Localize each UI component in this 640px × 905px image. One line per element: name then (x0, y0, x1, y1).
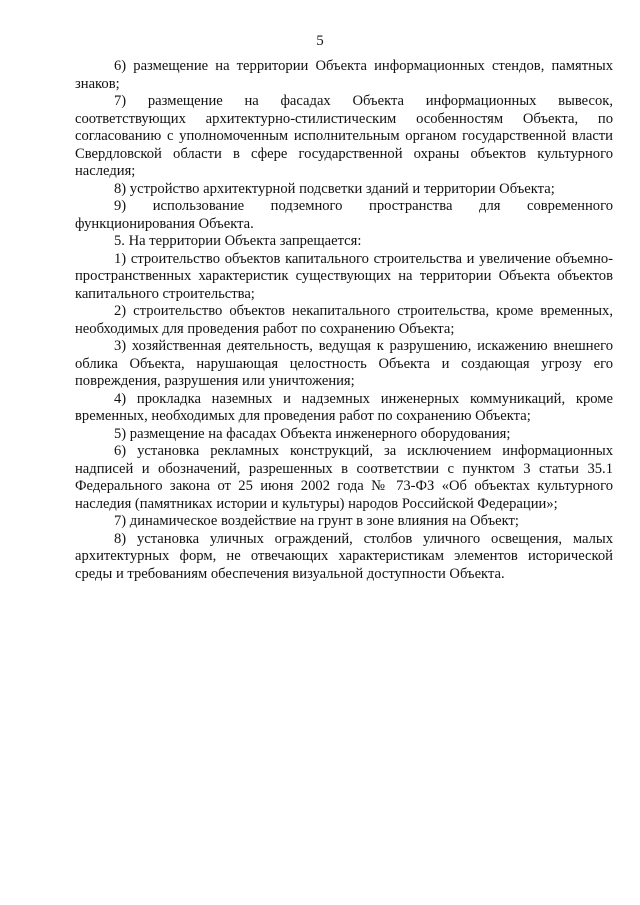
paragraph-prohibited-item-3: 3) хозяйственная деятельность, ведущая к разрушению, искажению внешнего облика Объекта, нарушающая целостность Объекта и создающая угрозу его повреждения, разрушения или уничтожения; (75, 338, 613, 389)
paragraph-permitted-item-6: 6) размещение на территории Объекта информационных стендов, памятных знаков; (75, 58, 613, 92)
document-body (75, 58, 613, 583)
paragraph-prohibited-item-1: 1) строительство объектов капитального строительства и увеличение объемно-пространственных характеристик существующих на территории Объекта объектов капитального строительства; (75, 250, 613, 302)
paragraph-permitted-item-9: 9) использование подземного пространства для современного функционирования Объекта. (75, 198, 613, 232)
paragraph-prohibited-item-7: 7) динамическое воздействие на грунт в зоне влияния на Объект; (114, 513, 519, 529)
paragraph-permitted-item-7: 7) размещение на фасадах Объекта информационных вывесок, соответствующих архитектурно-стилистическим особенностям Объекта, по согласованию с уполномоченным исполнительным органом государственной власти Свердловской области в сфере государственной охраны объектов культурного наследия; (75, 93, 613, 179)
paragraph-prohibited-item-2: 2) строительство объектов некапитального строительства, кроме временных, необходимых для проведения работ по сохранению Объекта; (75, 303, 613, 337)
paragraph-prohibited-item-6: 6) установка рекламных конструкций, за исключением информационных надписей и обозначений, разрешенных в соответствии с пунктом 3 статьи 35.1 Федерального закона от 25 июня 2002 года № 73-ФЗ «Об объектах культурного наследия (памятниках истории и культуры) народов Российской Федерации»; (75, 443, 613, 512)
page-number: 5 (316, 33, 324, 49)
paragraph-prohibited-item-8: 8) установка уличных ограждений, столбов уличного освещения, малых архитектурных форм, не отвечающих характеристикам элементов исторической среды и требованиям обеспечения визуальной доступности Объекта. (75, 530, 613, 582)
section-heading-prohibited: 5. На территории Объекта запрещается: (114, 233, 362, 249)
paragraph-permitted-item-8: 8) устройство архитектурной подсветки зданий и территории Объекта; (114, 180, 555, 197)
paragraph-prohibited-item-4: 4) прокладка наземных и надземных инженерных коммуникаций, кроме временных, необходимых для проведения работ по сохранению Объекта; (75, 390, 613, 424)
paragraph-prohibited-item-5: 5) размещение на фасадах Объекта инженерного оборудования; (114, 425, 511, 442)
